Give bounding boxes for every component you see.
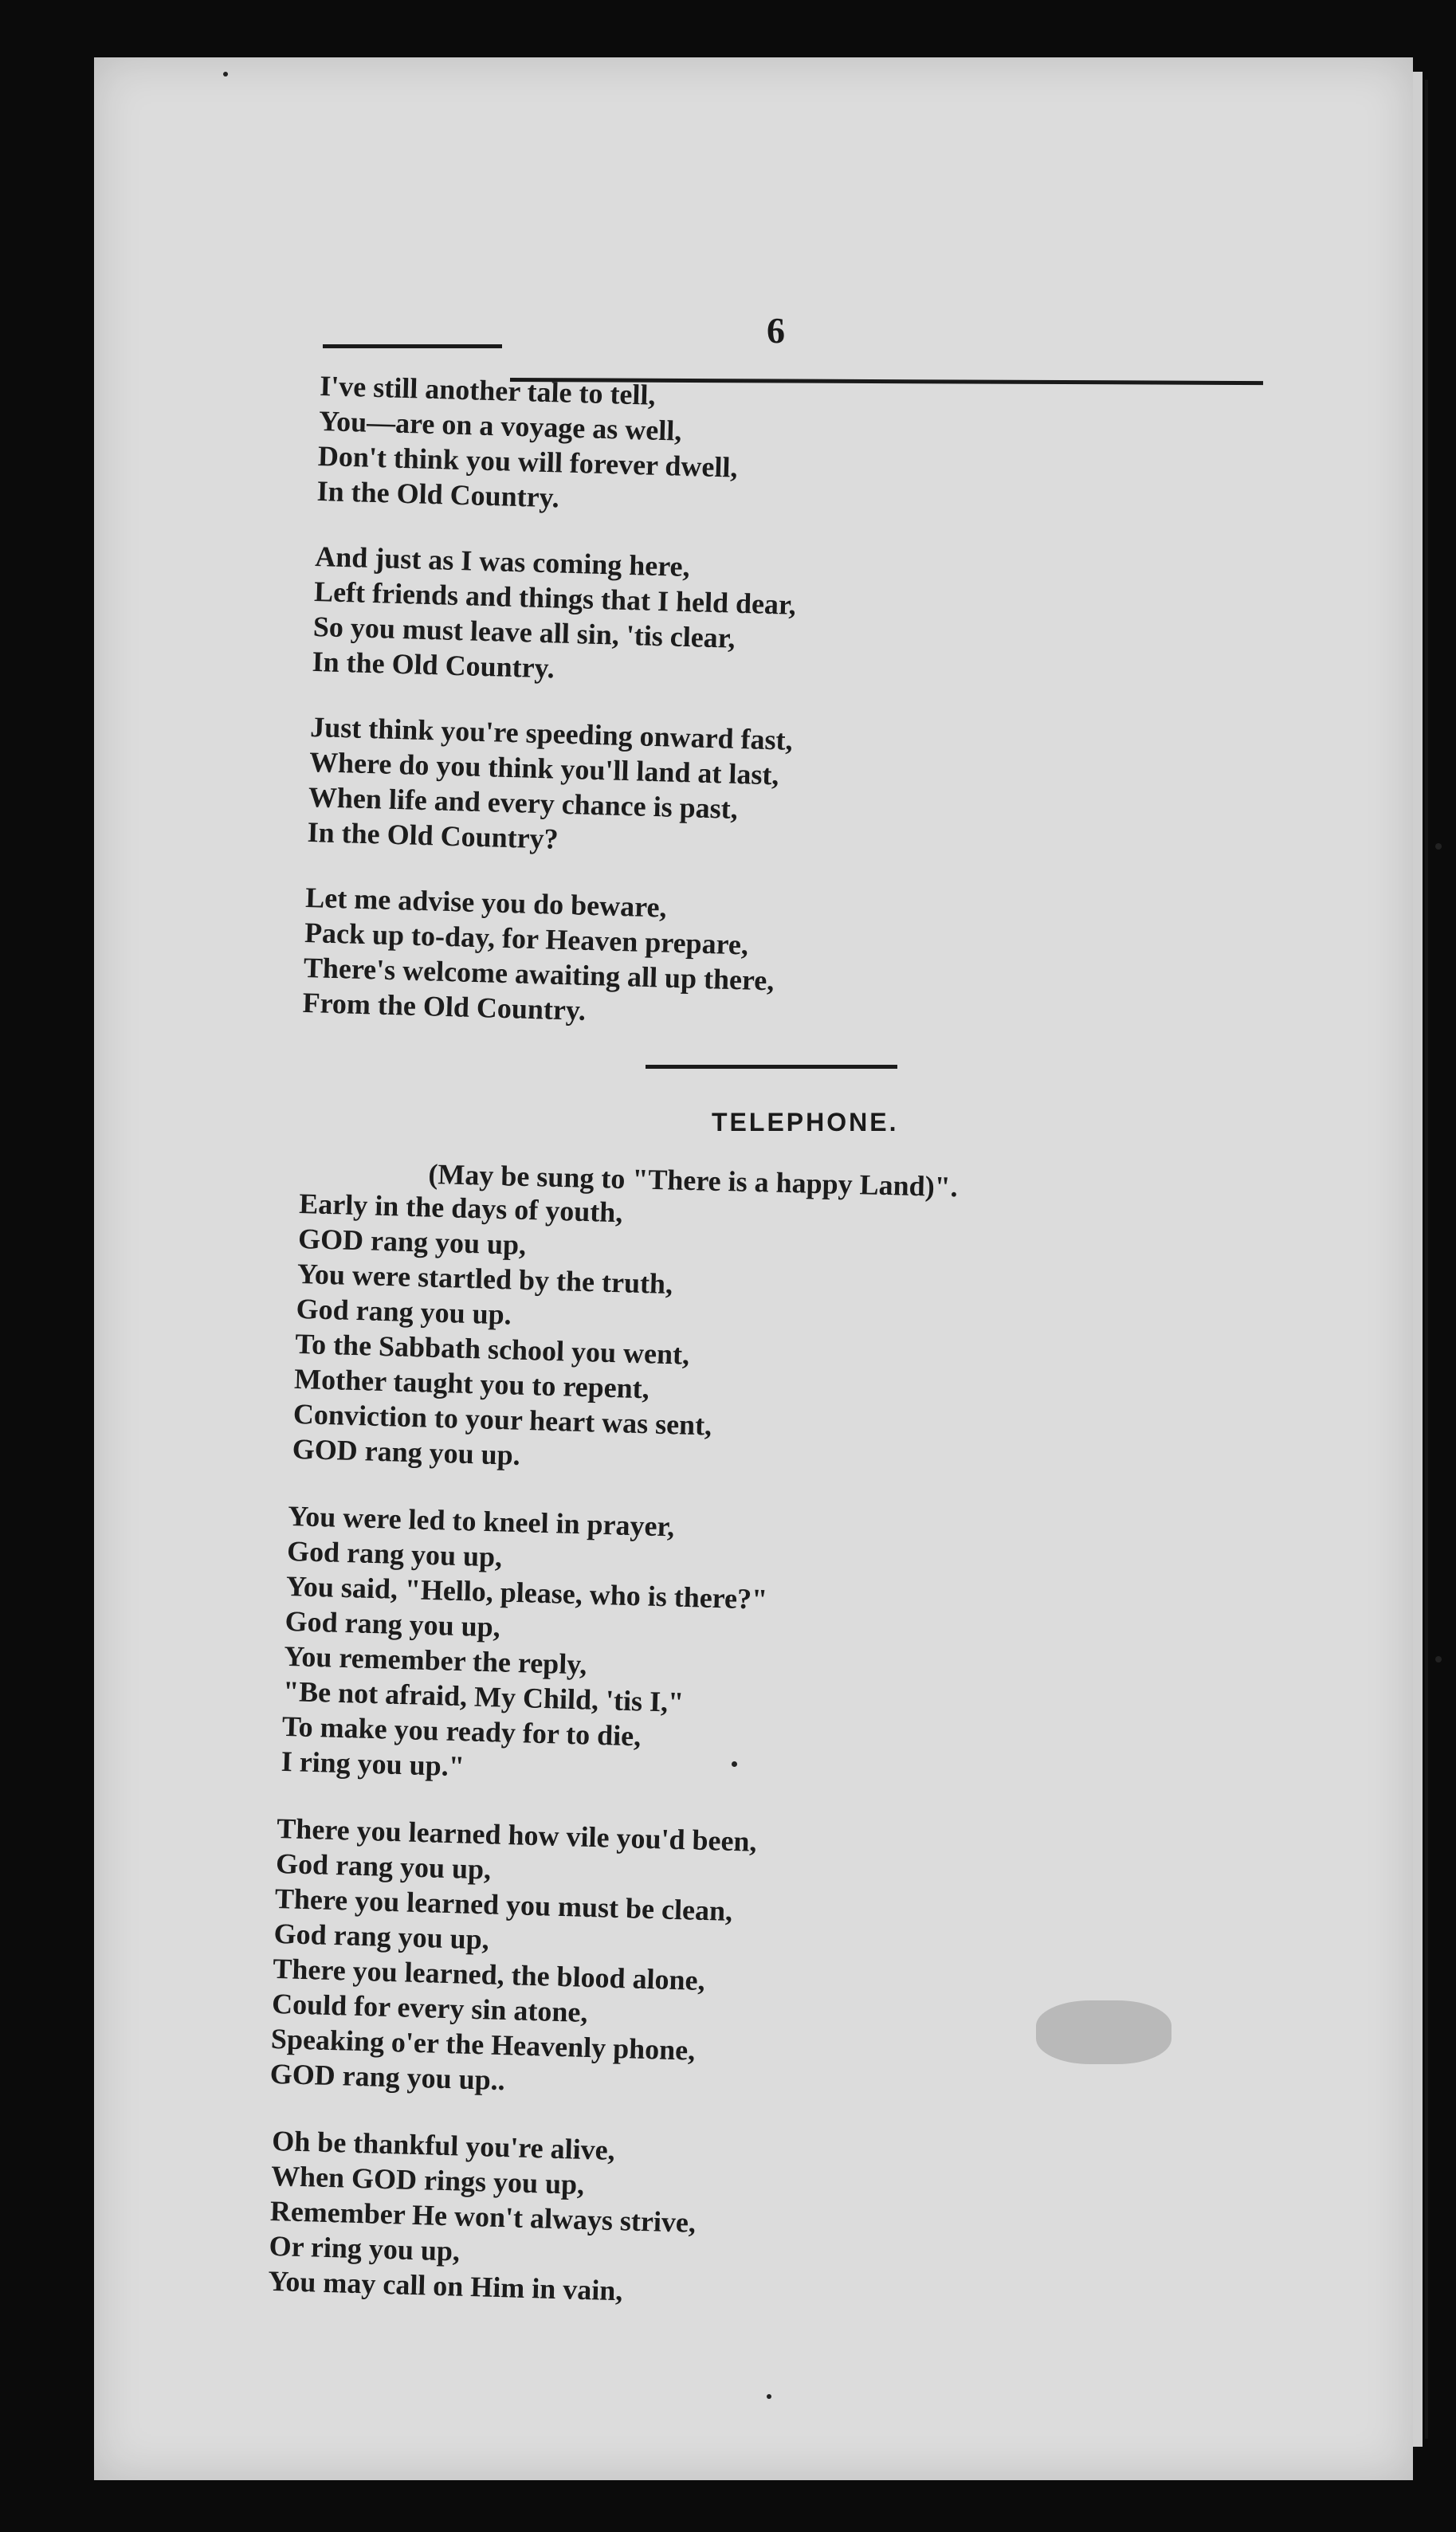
section-title: TELEPHONE. <box>712 1108 899 1136</box>
verse-line: So you must leave all sin, 'tis clear, <box>312 610 736 654</box>
page-border-line <box>1425 80 1428 2439</box>
verse-line: In the Old Country? <box>307 815 559 855</box>
poem2-stanza-2 <box>281 1498 770 1792</box>
verse-line: In the Old Country. <box>312 645 555 685</box>
verse-line: Where do you think you'll land at last, <box>308 745 779 791</box>
verse-line: Pack up to-day, for Heaven prepare, <box>304 916 749 961</box>
verse-line: God rang you up, <box>275 1847 492 1886</box>
verse-line: Just think you're speeding onward fast, <box>309 710 794 756</box>
scan-speck <box>223 72 228 77</box>
verse-line: GOD rang you up, <box>297 1222 527 1261</box>
verse-line: GOD rang you up.. <box>269 2057 506 2097</box>
poem1-stanza-1 <box>316 368 740 520</box>
verse-line: Speaking o'er the Heavenly phone, <box>270 2022 696 2067</box>
verse-line: God rang you up, <box>286 1534 503 1573</box>
verse-line: You may call on Him in vain, <box>267 2264 623 2307</box>
verse-line: From the Old Country. <box>302 986 587 1027</box>
verse-line: Could for every sin atone, <box>271 1987 588 2028</box>
verse-line: God rang you up, <box>285 1604 501 1643</box>
verse-line: When life and every chance is past, <box>308 780 739 825</box>
page-number: 6 <box>767 310 785 351</box>
scan-speck <box>767 2394 771 2399</box>
poem2-stanza-3 <box>269 1811 757 2105</box>
verse-line: God rang you up. <box>296 1292 512 1331</box>
verse-line: You remember the reply, <box>283 1639 587 1681</box>
verse-line: There you learned, the blood alone, <box>272 1952 706 1997</box>
verse-line: Oh be thankful you're alive, <box>271 2124 616 2167</box>
verse-line: God rang you up, <box>273 1917 490 1956</box>
verse-line: There you learned you must be clean, <box>274 1882 733 1927</box>
header-rule-left <box>323 344 502 348</box>
poem2-stanza-1 <box>292 1186 718 1478</box>
verse-line: You were led to kneel in prayer, <box>287 1499 675 1543</box>
verse-line: To the Sabbath school you went, <box>294 1327 690 1371</box>
verse-line: Mother taught you to repent, <box>293 1362 650 1405</box>
verse-line: You were startled by the truth, <box>296 1257 673 1301</box>
verse-line: There's welcome awaiting all up there, <box>303 951 775 997</box>
scan-speck <box>1435 843 1442 850</box>
verse-line: I ring you up." <box>281 1745 465 1783</box>
poem1-stanza-3 <box>307 709 793 863</box>
verse-line: Remember He won't always strive, <box>269 2194 697 2239</box>
document-page <box>94 57 1413 2480</box>
verse-line: There you learned how vile you'd been, <box>276 1812 758 1858</box>
poem2-stanza-4 <box>268 2123 698 2310</box>
scan-speck <box>1435 1656 1442 1662</box>
verse-line: GOD rang you up. <box>292 1432 521 1471</box>
verse-line: To make you ready for to die, <box>281 1710 642 1753</box>
verse-line: And just as I was coming here, <box>314 540 691 583</box>
poem1-stanza-2 <box>312 539 797 693</box>
verse-line: I've still another tale to tell, <box>319 369 657 411</box>
verse-line: In the Old Country. <box>316 474 560 514</box>
verse-line: "Be not afraid, My Child, 'tis I," <box>282 1674 685 1718</box>
section-subtitle: (May be sung to "There is a happy Land)". <box>427 1157 959 1203</box>
verse-line: You said, "Hello, please, who is there?" <box>285 1569 768 1615</box>
scan-speck <box>732 1761 737 1767</box>
verse-line: You—are on a voyage as well, <box>318 404 682 447</box>
verse-line: Or ring you up, <box>269 2229 461 2267</box>
adjacent-page-edge <box>1413 72 1423 2447</box>
section-divider <box>646 1065 897 1069</box>
poem1-stanza-4 <box>302 880 776 1033</box>
verse-line: When GOD rings you up, <box>270 2159 585 2200</box>
verse-line: Don't think you will forever dwell, <box>317 439 738 484</box>
verse-line: Left friends and things that I held dear, <box>313 575 797 621</box>
verse-line: Conviction to your heart was sent, <box>292 1397 712 1442</box>
verse-line: Early in the days of youth, <box>298 1187 623 1229</box>
verse-line: Let me advise you do beware, <box>304 881 668 924</box>
scan-smudge <box>1036 2000 1171 2064</box>
